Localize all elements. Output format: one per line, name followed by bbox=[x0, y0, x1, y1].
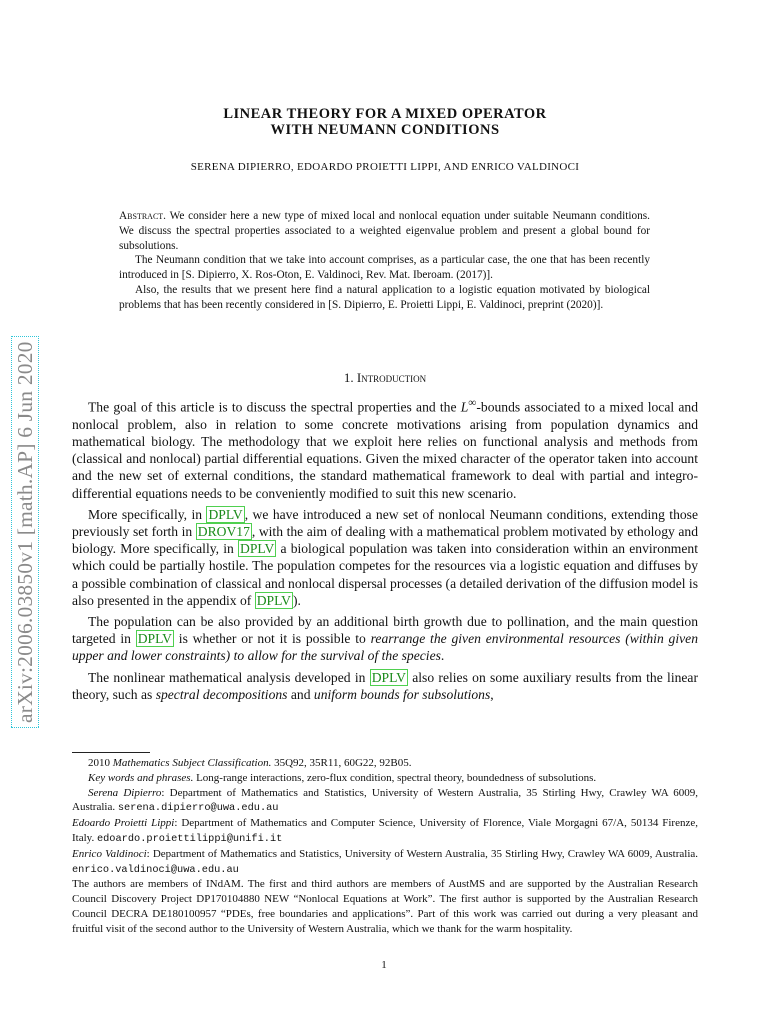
footnote-msc bbox=[72, 756, 698, 771]
body-paragraph-4 bbox=[72, 669, 698, 703]
abstract-label: Abstract. bbox=[119, 210, 166, 222]
section-title-text: Introduction bbox=[356, 370, 427, 385]
section-heading bbox=[72, 370, 698, 386]
emphasized-text: spectral decompositions bbox=[155, 686, 288, 702]
abstract-paragraph-1 bbox=[119, 209, 650, 253]
body-text-span: ). bbox=[292, 592, 301, 608]
body-text-span: and bbox=[287, 686, 314, 702]
arxiv-identifier-stamp[interactable] bbox=[10, 341, 40, 728]
footnote-author-2 bbox=[72, 816, 698, 847]
body-text-span: The nonlinear mathematical analysis developed in bbox=[88, 669, 370, 685]
footnote-text: 35Q92, 35R11, 60G22, 92B05. bbox=[271, 757, 412, 769]
footnote-funding: The authors are members of INdAM. The first and third authors are members of AustMS and are supported by the Australian Research Council Discovery Project DP170104880 NEW “Nonlocal Equations at Work”. The first author is supported by the Australian Research Council DECRA DE180100957 “PDEs, free boundaries and applications”. Part of this work was carried out during a very pleasant and fruitful visit of the second author to the University of Western Australia, which we thank for the warm hospitality. bbox=[72, 878, 698, 935]
math-base: L bbox=[460, 399, 469, 415]
citation-link-drov17[interactable]: DROV17 bbox=[197, 523, 250, 539]
emphasized-text: rearrange the given environmental resources (within given upper and lower constraints) to allow for the survival of the species bbox=[72, 631, 698, 664]
emphasized-text: uniform bounds for subsolutions bbox=[313, 686, 491, 702]
paper-title bbox=[100, 106, 670, 138]
arxiv-identifier-link[interactable]: arXiv:2006.03850v1 [math.AP] 6 Jun 2020 bbox=[11, 336, 39, 728]
author-name: Edoardo Proietti Lippi bbox=[72, 817, 175, 830]
body-text-span: , bbox=[490, 686, 494, 702]
footnote-author-1 bbox=[72, 786, 698, 817]
footnote-text: 2010 bbox=[88, 757, 113, 769]
abstract-paragraph-3: Also, the results that we present here find a natural application to a logistic equation motivated by biological problems that has been recently considered in [S. Dipierro, E. Proietti Lippi, E. Valdinoci, preprint (2020)]. bbox=[119, 283, 650, 311]
abstract-text-1: We consider here a new type of mixed local and nonlocal equation under suitable Neumann conditions. We discuss the spectral properties associated to a weighted eigenvalue problem and present a global bound for subsolutions. bbox=[119, 210, 651, 252]
citation-link-dplv[interactable]: DPLV bbox=[371, 669, 406, 685]
author-email[interactable]: edoardo.proiettilippi@unifi.it bbox=[96, 832, 283, 845]
footnote-text: Long-range interactions, zero-flux condition, spectral theory, boundedness of subsolutions. bbox=[193, 771, 597, 784]
abstract bbox=[119, 209, 650, 313]
body-text-span: a biological population was taken into consideration within an environment which could be partially hostile. The population competes for the resources via a logistic equation and diffuses by a possible combination of classical and nonlocal dispersal processes (a detailed derivation of the diffusion model is also presented in the appendix of bbox=[72, 541, 698, 608]
author-affiliation: : Department of Mathematics and Computer Science, University of Florence, Viale Morgagni 67/A, 50134 Firenze, Italy. bbox=[72, 817, 698, 844]
body-text bbox=[72, 395, 698, 707]
body-paragraph-2 bbox=[72, 506, 698, 609]
author-email[interactable]: enrico.valdinoci@uwa.edu.au bbox=[72, 863, 239, 876]
abstract-paragraph-2: The Neumann condition that we take into account comprises, as a particular case, the one that has been recently introduced in [S. Dipierro, X. Ros-Oton, E. Valdinoci, Rev. Mat. Iberoam. (2017)]. bbox=[119, 254, 650, 282]
body-paragraph-1 bbox=[72, 395, 698, 502]
title-line-2: WITH NEUMANN CONDITIONS bbox=[270, 122, 500, 138]
citation-link-dplv[interactable]: DPLV bbox=[208, 506, 243, 522]
author-name: Serena Dipierro bbox=[88, 786, 162, 799]
body-text-span: The goal of this article is to discuss the spectral properties and the bbox=[88, 399, 461, 415]
footnote-divider bbox=[72, 752, 150, 753]
body-text-span: , we have introduced a new set of nonlocal Neumann conditions, extending those previously set forth in bbox=[72, 506, 698, 539]
author-affiliation: : Department of Mathematics and Statistics, University of Western Australia, 35 Stirling Hwy, Crawley WA 6009, Australia. bbox=[146, 847, 699, 860]
title-line-1: LINEAR THEORY FOR A MIXED OPERATOR bbox=[223, 106, 547, 122]
author-list: SERENA DIPIERRO, EDOARDO PROIETTI LIPPI, AND ENRICO VALDINOCI bbox=[190, 161, 580, 173]
body-text-span: . bbox=[440, 648, 445, 664]
page-number: 1 bbox=[381, 959, 387, 971]
citation-link-dplv[interactable]: DPLV bbox=[256, 592, 291, 608]
footnote-label: Key words and phrases. bbox=[88, 771, 194, 784]
section-number: 1. bbox=[343, 370, 354, 385]
citation-link-dplv[interactable]: DPLV bbox=[137, 631, 172, 647]
math-superscript: ∞ bbox=[468, 397, 477, 409]
footnotes bbox=[72, 756, 698, 937]
body-text-span: is whether or not it is possible to bbox=[173, 631, 371, 647]
author-affiliation: : Department of Mathematics and Statistics, University of Western Australia, 35 Stirling Hwy, Crawley WA 6009, Australia. bbox=[72, 786, 698, 814]
footnote-label: Mathematics Subject Classification. bbox=[112, 757, 272, 769]
body-text-span: More specifically, in bbox=[88, 506, 207, 522]
footnote-author-3 bbox=[72, 847, 698, 878]
body-text-span: -bounds associated to a mixed local and nonlocal problem, also in relation to some concrete motivations arising from population dynamics and mathematical biology. The methodology that we exploit here relies on functional analysis and methods from (classical and nonlocal) partial differential equations. Given the mixed character of the operator taken into account and the new set of external conditions, the standard mathematical framework to deal with partial and integro-differential equations needs to be conveniently modified to suit this new scenario. bbox=[72, 399, 698, 501]
footnote-keywords bbox=[72, 771, 698, 786]
citation-link-dplv[interactable]: DPLV bbox=[240, 541, 275, 557]
body-text-span: , with the aim of dealing with a mathematical problem motivated by ethology and biology. More specifically, in bbox=[72, 523, 698, 557]
author-name: Enrico Valdinoci bbox=[72, 847, 147, 860]
author-email[interactable]: serena.dipierro@uwa.edu.au bbox=[117, 802, 279, 815]
body-text-span: The population can be also provided by an additional birth growth due to pollination, and the main question targeted in bbox=[72, 613, 698, 647]
body-text-span: also relies on some auxiliary results from the linear theory, such as bbox=[72, 669, 698, 702]
body-paragraph-3 bbox=[72, 613, 698, 665]
